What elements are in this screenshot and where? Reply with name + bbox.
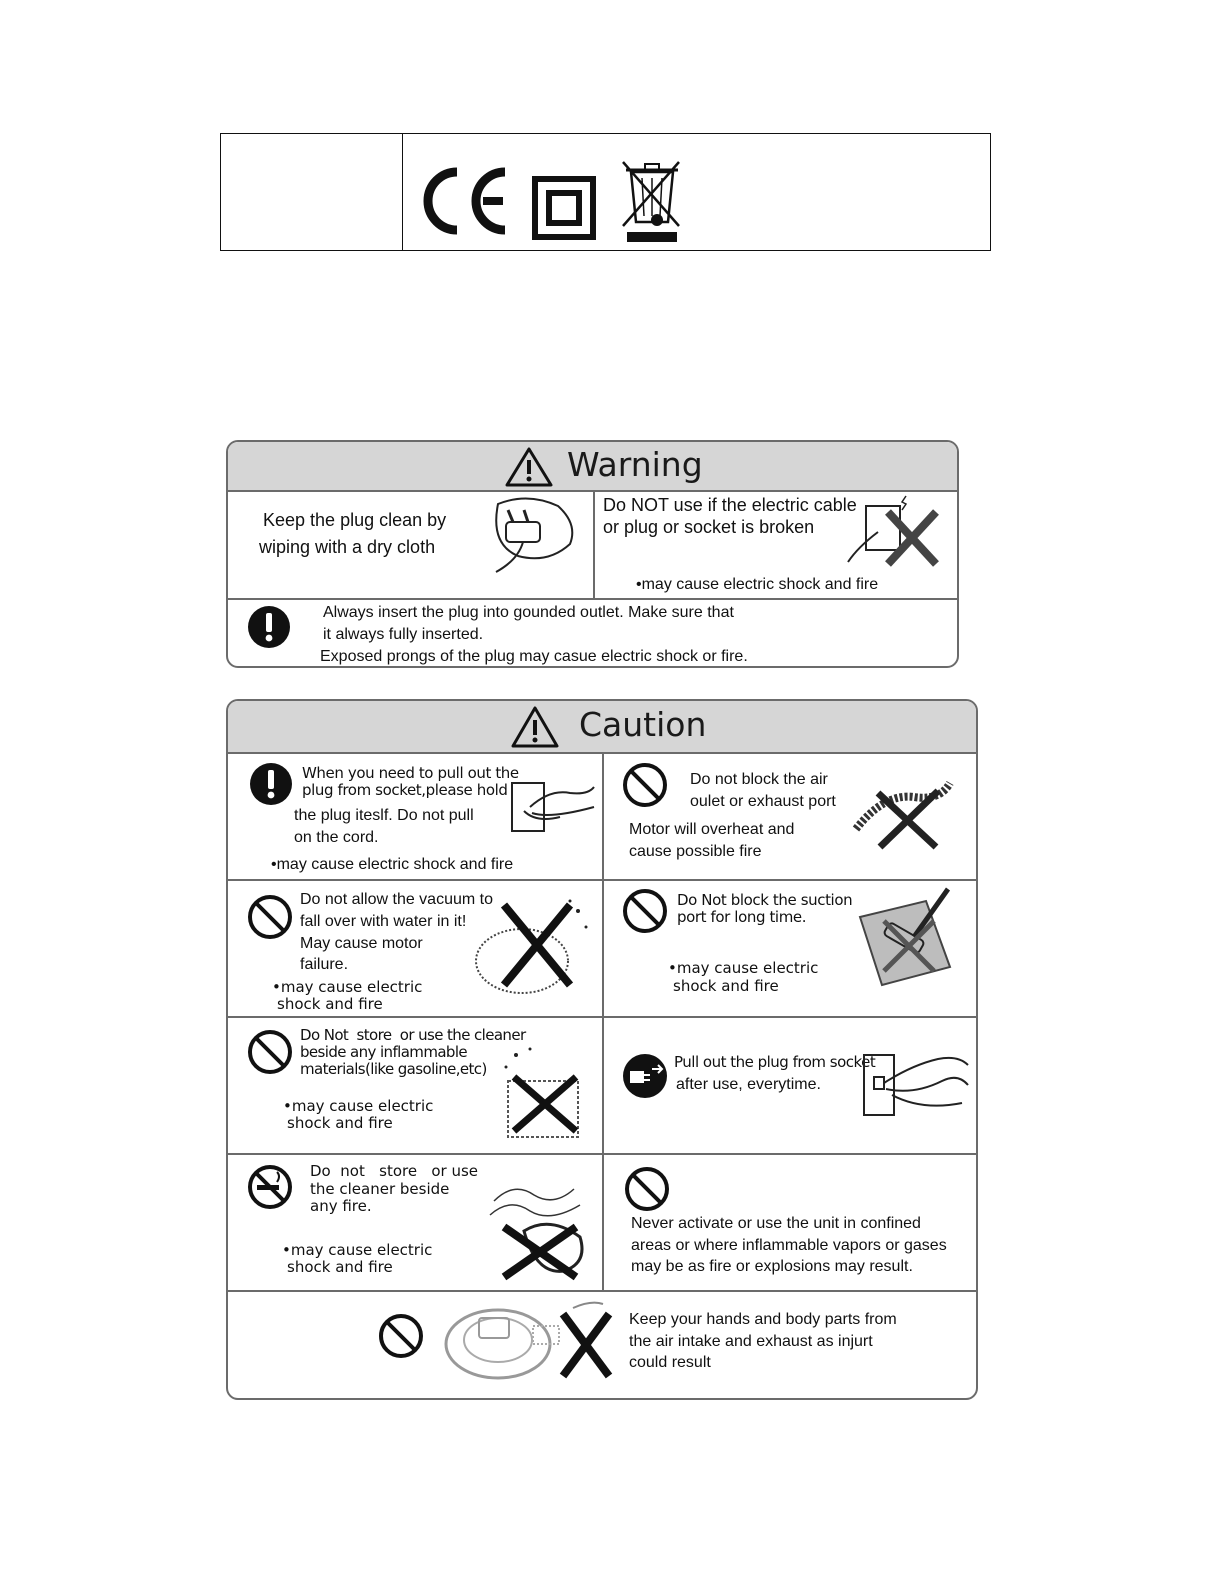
- fall-over-text-3: May cause motor: [300, 935, 423, 952]
- mandatory-exclamation-icon: [249, 762, 293, 806]
- confined-text-3: may be as fire or explosions may result.: [631, 1258, 913, 1275]
- grounded-text-3: Exposed prongs of the plug may casue electric shock or fire.: [320, 648, 748, 665]
- vacuum-near-fire-illustration: [484, 1171, 594, 1281]
- air-outlet-text-1: Do not block the air: [690, 771, 828, 788]
- suction-port-text-1: Do Not block the suction: [677, 891, 853, 909]
- caution-title: Caution: [579, 705, 707, 744]
- pull-plug-text-2: plug from socket,please hold: [302, 781, 508, 799]
- caution-panel: [226, 699, 978, 1400]
- broken-cable-note: •may cause electric shock and fire: [636, 576, 879, 593]
- plug-clean-text-1: Keep the plug clean by: [263, 510, 447, 530]
- inflammable-note-1: •may cause electric: [283, 1097, 434, 1115]
- suction-port-note-2: shock and fire: [673, 977, 779, 995]
- warning-title: Warning: [567, 445, 703, 484]
- prohibition-icon: [622, 762, 668, 808]
- prohibition-icon: [247, 894, 293, 940]
- prohibition-icon: [624, 1166, 670, 1212]
- air-outlet-text-4: cause possible fire: [629, 843, 762, 860]
- hands-text-1: Keep your hands and body parts from: [629, 1311, 897, 1328]
- plug-clean-text-2: wiping with a dry cloth: [259, 537, 436, 557]
- hand-unplugging-illustration: [862, 1051, 970, 1119]
- divider: [228, 879, 976, 881]
- inflammable-note-2: shock and fire: [287, 1114, 393, 1132]
- fall-over-text-1: Do not allow the vacuum to: [300, 891, 493, 908]
- pull-plug-note: •may cause electric shock and fire: [271, 856, 514, 873]
- inflammable-text-3: materials(like gasoline,etc): [300, 1060, 487, 1078]
- broken-cable-text-2: or plug or socket is broken: [603, 517, 815, 537]
- blocked-hose-illustration: [854, 773, 954, 853]
- inflammable-text-2: beside any inflammable: [300, 1043, 468, 1061]
- broken-socket-illustration: [848, 492, 938, 572]
- warning-triangle-icon: [505, 447, 553, 487]
- fall-over-text-2: fall over with water in it!: [300, 913, 467, 930]
- fire-text-1: Do not store or use: [310, 1162, 479, 1180]
- fire-note-1: •may cause electric: [282, 1241, 433, 1259]
- inflammable-text-1: Do Not store or use the cleaner: [300, 1026, 526, 1044]
- after-use-text-1: Pull out the plug from socket: [674, 1053, 876, 1071]
- warning-header: [228, 442, 957, 492]
- fire-text-2: the cleaner beside: [310, 1180, 450, 1198]
- caution-header: [228, 701, 976, 754]
- fire-note-2: shock and fire: [287, 1258, 393, 1276]
- fall-over-note-2: shock and fire: [277, 995, 383, 1013]
- air-outlet-text-2: oulet or exhaust port: [690, 793, 836, 810]
- weee-crossed-bin-icon: [623, 162, 679, 242]
- unplug-icon: [622, 1053, 668, 1099]
- prohibition-icon: [622, 888, 668, 934]
- fire-text-3: any fire.: [310, 1197, 372, 1215]
- flammable-vacuum-illustration: [496, 1045, 590, 1141]
- hand-near-intake-illustration: [443, 1296, 613, 1386]
- divider: [228, 1016, 976, 1018]
- after-use-text-2: after use, everytime.: [676, 1076, 821, 1093]
- prohibition-icon: [378, 1313, 424, 1359]
- no-smoking-icon: [247, 1164, 293, 1210]
- broken-cable-text-1: Do NOT use if the electric cable: [603, 495, 857, 515]
- pull-plug-text-4: on the cord.: [294, 829, 379, 846]
- suction-port-note-1: •may cause electric: [668, 959, 819, 977]
- divider: [593, 490, 595, 598]
- grounded-text-2: it always fully inserted.: [323, 626, 484, 643]
- hands-text-2: the air intake and exhaust as injurt: [629, 1333, 873, 1350]
- divider: [602, 752, 604, 1291]
- fallen-vacuum-illustration: [466, 891, 596, 1003]
- blocked-suction-illustration: [854, 887, 954, 991]
- ce-mark-icon: [428, 172, 505, 230]
- grounded-text-1: Always insert the plug into gounded outlet. Make sure that: [323, 604, 734, 621]
- divider: [228, 1290, 976, 1292]
- fall-over-note-1: •may cause electric: [272, 978, 423, 996]
- hand-pulling-plug-illustration: [510, 767, 596, 837]
- divider: [228, 1153, 976, 1155]
- hands-text-3: could result: [629, 1354, 711, 1371]
- class-ii-double-insulation-icon: [535, 179, 593, 237]
- divider: [228, 598, 957, 600]
- mandatory-exclamation-icon: [247, 605, 291, 649]
- prohibition-icon: [247, 1029, 293, 1075]
- suction-port-text-2: port for long time.: [677, 908, 807, 926]
- warning-triangle-icon: [511, 706, 559, 748]
- warning-panel: [226, 440, 959, 668]
- table-divider: [402, 134, 403, 250]
- pull-plug-text-3: the plug iteslf. Do not pull: [294, 807, 474, 824]
- air-outlet-text-3: Motor will overheat and: [629, 821, 795, 838]
- fall-over-text-4: failure.: [300, 956, 349, 973]
- confined-text-1: Never activate or use the unit in confined: [631, 1215, 921, 1232]
- certification-table: [220, 133, 991, 251]
- certification-marks: [421, 160, 691, 246]
- pull-plug-text-1: When you need to pull out the: [302, 764, 519, 782]
- plug-wiping-illustration: [478, 494, 588, 574]
- confined-text-2: areas or where inflammable vapors or gases: [631, 1237, 947, 1254]
